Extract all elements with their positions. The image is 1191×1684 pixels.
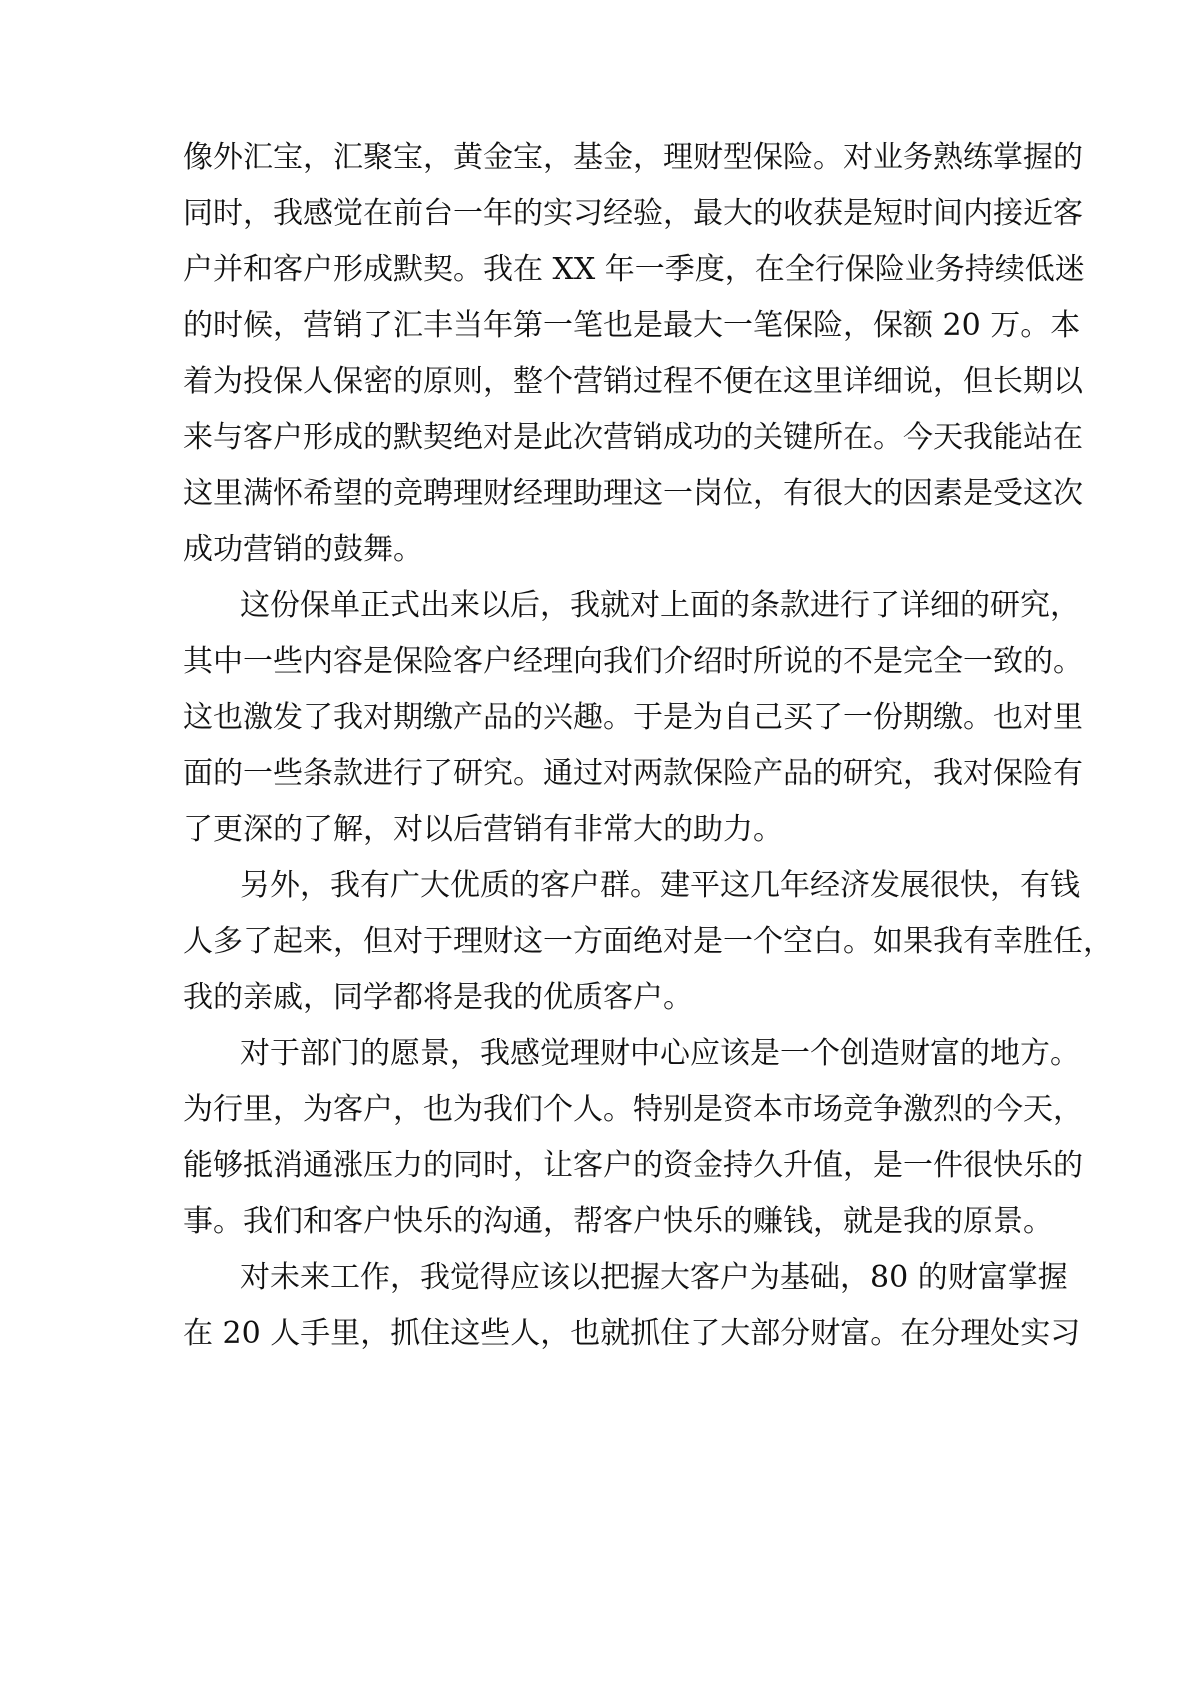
paragraph-2-line-2: 其中一些内容是保险客户经理向我们介绍时所说的不是完全一致的。 <box>183 644 1083 679</box>
paragraph-4-line-4: 事。我们和客户快乐的沟通，帮客户快乐的赚钱，就是我的原景。 <box>183 1204 1053 1239</box>
paragraph-3-line-3: 我的亲戚，同学都将是我的优质客户。 <box>183 980 693 1015</box>
paragraph-1-line-8: 成功营销的鼓舞。 <box>183 532 423 567</box>
paragraph-2-line-1: 这份保单正式出来以后，我就对上面的条款进行了详细的研究， <box>240 588 1080 623</box>
paragraph-5-line-2: 在 20 人手里，抓住这些人，也就抓住了大部分财富。在分理处实习 <box>183 1316 1081 1351</box>
paragraph-2-line-4: 面的一些条款进行了研究。通过对两款保险产品的研究，我对保险有 <box>183 756 1083 791</box>
paragraph-5-line-1: 对未来工作，我觉得应该以把握大客户为基础，80 的财富掌握 <box>240 1260 1068 1295</box>
paragraph-1-line-6: 来与客户形成的默契绝对是此次营销成功的关键所在。今天我能站在 <box>183 420 1083 455</box>
paragraph-2-line-3: 这也激发了我对期缴产品的兴趣。于是为自己买了一份期缴。也对里 <box>183 700 1083 735</box>
paragraph-1-line-4: 的时候，营销了汇丰当年第一笔也是最大一笔保险，保额 20 万。本 <box>183 308 1081 343</box>
paragraph-1-line-3: 户并和客户形成默契。我在 XX 年一季度，在全行保险业务持续低迷 <box>183 252 1085 287</box>
paragraph-4-line-3: 能够抵消通涨压力的同时，让客户的资金持久升值，是一件很快乐的 <box>183 1148 1083 1183</box>
paragraph-1-line-7: 这里满怀希望的竞聘理财经理助理这一岗位，有很大的因素是受这次 <box>183 476 1083 511</box>
paragraph-2-line-5: 了更深的了解，对以后营销有非常大的助力。 <box>183 812 783 847</box>
paragraph-1-line-5: 着为投保人保密的原则，整个营销过程不便在这里详细说，但长期以 <box>183 364 1083 399</box>
paragraph-3-line-1: 另外，我有广大优质的客户群。建平这几年经济发展很快，有钱 <box>240 868 1080 903</box>
paragraph-4-line-2: 为行里，为客户，也为我们个人。特别是资本市场竞争激烈的今天， <box>183 1092 1083 1127</box>
paragraph-1-line-2: 同时，我感觉在前台一年的实习经验，最大的收获是短时间内接近客 <box>183 196 1083 231</box>
paragraph-4-line-1: 对于部门的愿景，我感觉理财中心应该是一个创造财富的地方。 <box>240 1036 1080 1071</box>
paragraph-1-line-1: 像外汇宝，汇聚宝，黄金宝，基金，理财型保险。对业务熟练掌握的 <box>183 140 1083 175</box>
paragraph-3-line-2: 人多了起来，但对于理财这一方面绝对是一个空白。如果我有幸胜任， <box>183 924 1113 959</box>
